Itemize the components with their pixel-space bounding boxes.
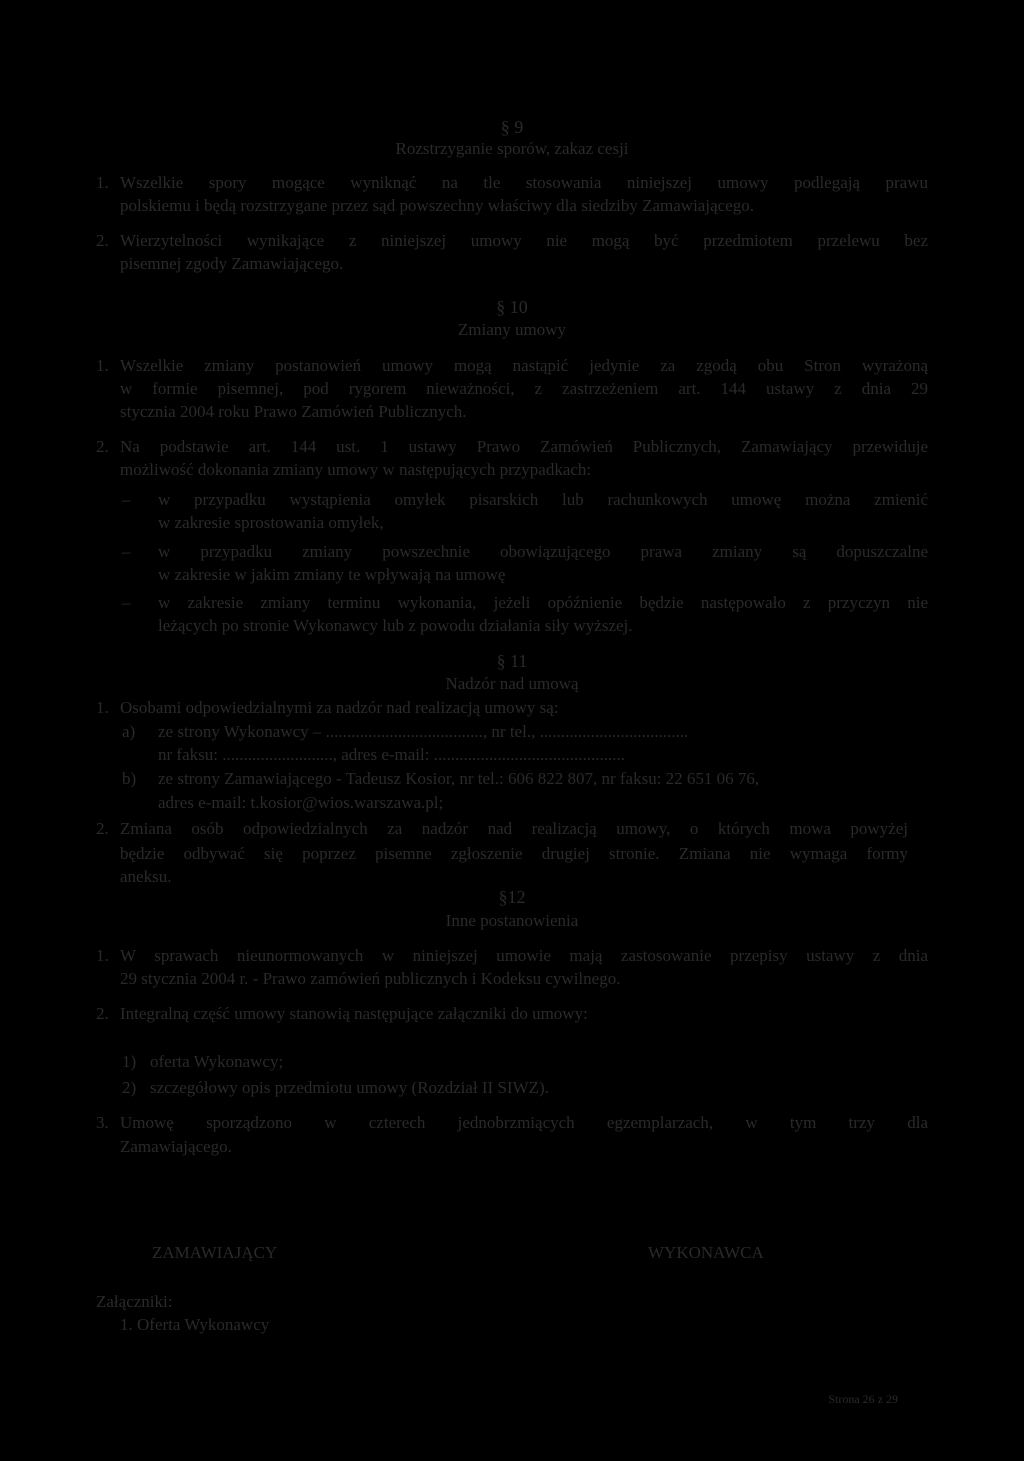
- s12-p3-line2: Zamawiającego.: [120, 1137, 232, 1156]
- section-10-title: Zmiany umowy: [457, 320, 567, 339]
- s12-item1: oferta Wykonawcy;: [150, 1052, 284, 1071]
- s11-p2-line2: będzie odbywać się poprzez pisemne zgłoszenie drugiej stronie. Zmiana nie wymaga formy: [120, 844, 908, 863]
- s10-bullet1-dash: –: [122, 490, 131, 509]
- section-11-title: Nadzór nad umową: [445, 674, 579, 693]
- s9-p2-number: 2.: [96, 231, 109, 250]
- s10-bullet3-line2: leżących po stronie Wykonawcy lub z powodu działania siły wyższej.: [158, 616, 633, 635]
- s12-p1-line2: 29 stycznia 2004 r. - Prawo zamówień publicznych i Kodeksu cywilnego.: [120, 969, 621, 988]
- section-12-heading: §12: [498, 887, 526, 907]
- s11-p2-number: 2.: [96, 819, 109, 838]
- s10-bullet2-line1: w przypadku zmiany powszechnie obowiązującego prawa zmiany są dopuszczalne: [158, 542, 928, 561]
- attachment-item-1: 1. Oferta Wykonawcy: [120, 1315, 270, 1334]
- s9-p2-line1: Wierzytelności wynikające z niniejszej umowy nie mogą być przedmiotem przelewu bez: [120, 231, 928, 250]
- signature-zamawiajacy: ZAMAWIAJĄCY: [152, 1243, 278, 1262]
- s12-p3-number: 3.: [96, 1113, 109, 1132]
- s11-a-label: a): [122, 722, 136, 741]
- s10-p1-line1: Wszelkie zmiany postanowień umowy mogą nastąpić jedynie za zgodą obu Stron wyrażoną: [120, 356, 928, 375]
- s12-p1-line1: W sprawach nieunormowanych w niniejszej umowie mają zastosowanie przepisy ustawy z dnia: [120, 946, 928, 965]
- s11-b-line2: adres e-mail: t.kosior@wios.warszawa.pl;: [158, 793, 444, 812]
- s11-p1-number: 1.: [96, 698, 109, 717]
- s12-p1-number: 1.: [96, 946, 109, 965]
- section-9-title: Rozstrzyganie sporów, zakaz cesji: [395, 139, 629, 158]
- s11-a-line2: nr faksu: .........................., adres e-mail: .............................................: [158, 745, 625, 764]
- s12-p2-line1: Integralną część umowy stanowią następujące załączniki do umowy:: [120, 1004, 588, 1023]
- s9-p1-number: 1.: [96, 173, 109, 192]
- s10-bullet1-line2: w zakresie sprostowania omyłek,: [158, 513, 384, 532]
- s10-bullet2-dash: –: [122, 542, 131, 561]
- s10-p2-line1: Na podstawie art. 144 ust. 1 ustawy Prawo Zamówień Publicznych, Zamawiający przewiduje: [120, 437, 928, 456]
- s10-p1-line2: w formie pisemnej, pod rygorem nieważności, z zastrzeżeniem art. 144 ustawy z dnia 29: [120, 379, 928, 398]
- s10-p2-number: 2.: [96, 437, 109, 456]
- s12-p3-line1: Umowę sporządzono w czterech jednobrzmiących egzemplarzach, w tym trzy dla: [120, 1113, 928, 1132]
- s9-p1-line1: Wszelkie spory mogące wyniknąć na tle stosowania niniejszej umowy podlegają prawu: [120, 173, 928, 192]
- section-12-title: Inne postanowienia: [445, 911, 579, 930]
- s11-p2-line1: Zmiana osób odpowiedzialnych za nadzór nad realizacją umowy, o których mowa powyżej: [120, 819, 908, 838]
- s10-bullet2-line2: w zakresie w jakim zmiany te wpływają na umowę: [158, 565, 506, 584]
- s11-b-line1: ze strony Zamawiającego - Tadeusz Kosior, nr tel.: 606 822 807, nr faksu: 22 651 06 76,: [158, 769, 760, 788]
- s11-p1-line1: Osobami odpowiedzialnymi za nadzór nad realizacją umowy są:: [120, 698, 559, 717]
- s12-item1-number: 1): [122, 1052, 137, 1071]
- s10-p2-line2: możliwość dokonania zmiany umowy w następujących przypadkach:: [120, 460, 592, 479]
- s10-bullet3-line1: w zakresie zmiany terminu wykonania, jeżeli opóźnienie będzie następowało z przyczyn nie: [158, 593, 928, 612]
- signature-wykonawca: WYKONAWCA: [648, 1243, 764, 1262]
- s10-bullet1-line1: w przypadku wystąpienia omyłek pisarskich lub rachunkowych umowę można zmienić: [158, 490, 928, 509]
- section-10-heading: § 10: [496, 297, 528, 317]
- section-11-heading: § 11: [496, 651, 528, 671]
- s9-p1-line2: polskiemu i będą rozstrzygane przez sąd powszechny właściwy dla siedziby Zamawiającego.: [120, 196, 754, 215]
- section-9-heading: § 9: [500, 117, 524, 137]
- s11-p2-line3: aneksu.: [120, 867, 172, 886]
- s12-p2-number: 2.: [96, 1004, 109, 1023]
- s10-bullet3-dash: –: [122, 593, 131, 612]
- s10-p1-line3: stycznia 2004 roku Prawo Zamówień Publicznych.: [120, 402, 467, 421]
- s9-p2-line2: pisemnej zgody Zamawiającego.: [120, 254, 344, 273]
- s10-p1-number: 1.: [96, 356, 109, 375]
- s12-item2-number: 2): [122, 1078, 137, 1097]
- s11-b-label: b): [122, 769, 137, 788]
- s11-a-line1: ze strony Wykonawcy – ....................................., nr tel., ...................................: [158, 722, 689, 741]
- s12-item2: szczegółowy opis przedmiotu umowy (Rozdział II SIWZ).: [150, 1078, 549, 1097]
- page-number: Strona 26 z 29: [828, 1392, 898, 1406]
- attachments-label: Załączniki:: [96, 1292, 173, 1311]
